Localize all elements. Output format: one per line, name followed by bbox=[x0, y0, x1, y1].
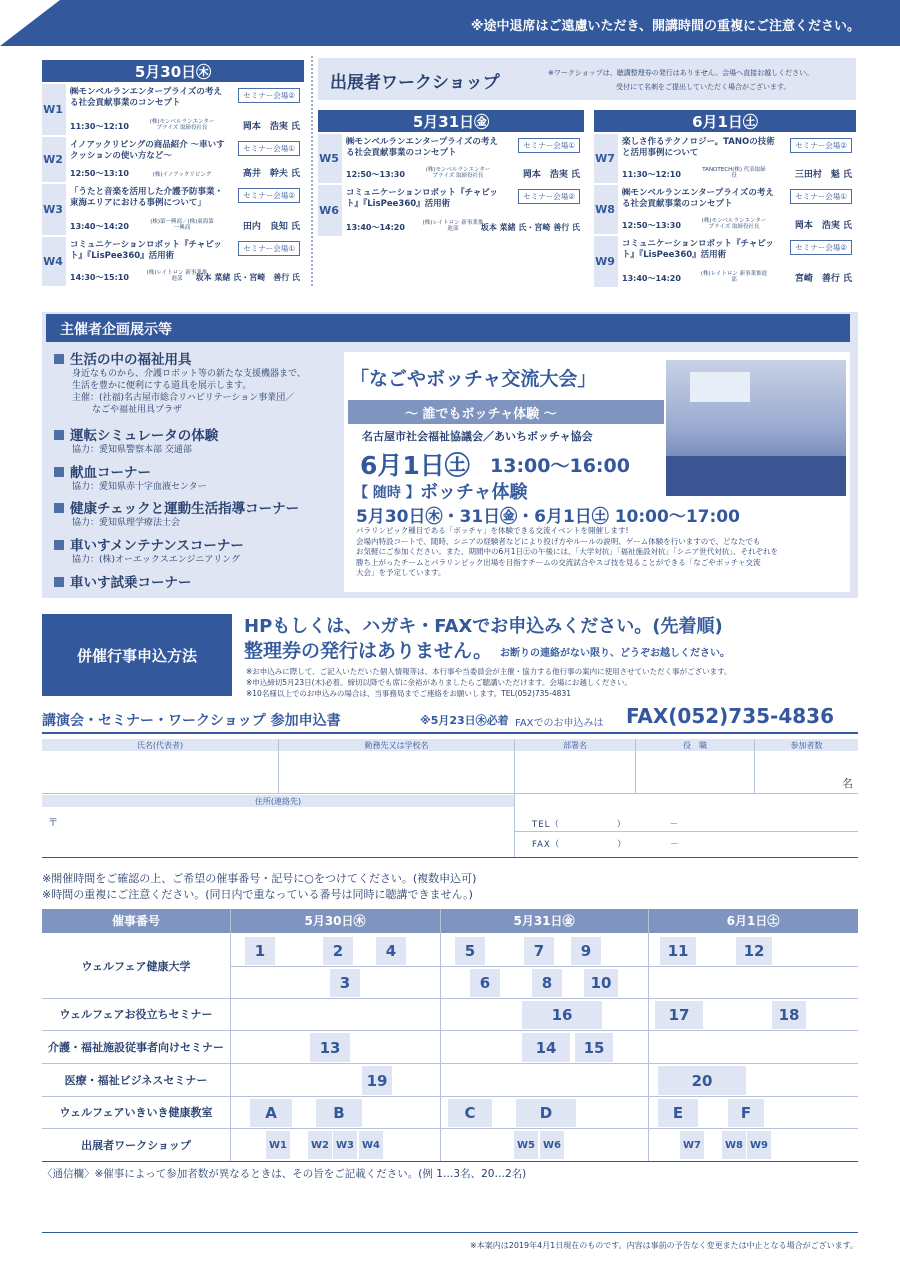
workshop-room: セミナー会場② bbox=[790, 240, 852, 255]
event-4[interactable]: 4 bbox=[376, 937, 406, 965]
workshop-company: (株)イノアックリビング bbox=[152, 172, 212, 178]
workshop-company: (株)モンベルランエンタープライズ 取締役社長 bbox=[149, 119, 215, 131]
exhibit-note-5: 協力：(株)オーエックスエンジニアリング bbox=[72, 555, 240, 565]
table-hline bbox=[42, 1096, 858, 1097]
event-W9[interactable]: W9 bbox=[747, 1131, 771, 1159]
workshop-w3 bbox=[42, 184, 304, 236]
apply-box: 併催行事申込方法 bbox=[42, 614, 232, 696]
workshop-id: W2 bbox=[43, 153, 63, 166]
boccia-photo-floor bbox=[666, 456, 846, 496]
event-11[interactable]: 11 bbox=[660, 937, 696, 965]
exhibit-note-4: 協力：愛知県理学療法士会 bbox=[72, 518, 181, 528]
workshop-room: セミナー会場② bbox=[238, 188, 300, 203]
top-banner-text: ※途中退席はご遠慮いただき、開講時間の重複にご注意ください。 bbox=[470, 19, 860, 34]
form-bottom-line bbox=[42, 857, 858, 858]
footer-note: ※本案内は2019年4月1日現在のものです。内容は事前の予告なく変更または中止となる場合がございます。 bbox=[470, 1241, 858, 1250]
table-hline bbox=[42, 998, 858, 999]
workshop-title-text: コミュニケーションロボット『チャピット』『LisPee360』活用術 bbox=[346, 188, 498, 209]
workshop-id: W8 bbox=[595, 203, 615, 216]
workshop-id: W5 bbox=[319, 152, 339, 165]
table-row-label: 医療・福祉ビジネスセミナー bbox=[64, 1073, 208, 1087]
table-hline bbox=[42, 1030, 858, 1031]
workshop-company: TANOTECH(株) 代表取締役 bbox=[702, 167, 766, 179]
table-vline bbox=[648, 909, 649, 1161]
workshop-w7 bbox=[594, 134, 856, 184]
table-h2: 5月31日㊎ bbox=[513, 914, 575, 928]
event-W7[interactable]: W7 bbox=[680, 1131, 704, 1159]
workshop-time: 13:40〜14:20 bbox=[622, 274, 681, 283]
table-vline bbox=[230, 909, 231, 1161]
form-vline bbox=[278, 739, 279, 793]
form-fax-label: FAXでのお申込みは bbox=[515, 718, 604, 729]
event-14[interactable]: 14 bbox=[522, 1033, 570, 1062]
workshop-company: (株)レイトロン 新事業推進部 bbox=[422, 220, 484, 232]
table-hline bbox=[42, 1128, 858, 1129]
workshop-company: (株)モンベルランエンタープライズ 取締役社長 bbox=[701, 218, 767, 230]
workshop-w5 bbox=[318, 134, 584, 184]
workshop-id: W6 bbox=[319, 204, 339, 217]
boccia-organizer: 名古屋市社会福祉協議会／あいちボッチャ協会 bbox=[362, 430, 593, 443]
exhibit-item-3: 献血コーナー bbox=[54, 461, 151, 481]
event-15[interactable]: 15 bbox=[575, 1033, 613, 1062]
table-row-label: ウェルフェアいきいき健康教室 bbox=[59, 1106, 213, 1119]
exhibit-item-2: 運転シミュレータの体験 bbox=[54, 424, 218, 444]
workshop-speaker: 三田村 魁 氏 bbox=[794, 170, 852, 180]
form-col-count: 参加者数 bbox=[755, 739, 858, 751]
top-banner-corner bbox=[0, 0, 60, 46]
workshop-time: 14:30〜15:10 bbox=[70, 273, 129, 282]
event-1[interactable]: 1 bbox=[245, 937, 275, 965]
event-W3[interactable]: W3 bbox=[333, 1131, 357, 1159]
workshop-company: (株)モンベルランエンタープライズ 取締役社長 bbox=[425, 167, 491, 179]
event-E[interactable]: E bbox=[658, 1099, 698, 1127]
workshop-w2 bbox=[42, 137, 304, 183]
exhibit-item-5: 車いすメンテナンスコーナー bbox=[54, 534, 244, 554]
workshop-company: (株)第一興商／(株)東海第一興商 bbox=[150, 219, 214, 231]
workshop-room: セミナー会場① bbox=[790, 189, 852, 204]
workshop-title-text: 楽しさ作るテクノロジー。TANOの技術と活用事例について bbox=[622, 137, 775, 158]
form-col-dept: 部署名 bbox=[515, 739, 635, 751]
workshop-w4 bbox=[42, 237, 304, 287]
workshop-id: W3 bbox=[43, 203, 63, 216]
exhibit-title: 主催者企画展示等 bbox=[46, 314, 850, 342]
workshop-title-text: イノアックリビングの商品紹介 〜車いす クッションの使い方など〜 bbox=[70, 140, 225, 161]
event-18[interactable]: 18 bbox=[772, 1001, 806, 1029]
table-vline bbox=[440, 909, 441, 1161]
divider-dotted bbox=[311, 56, 313, 286]
workshop-w6 bbox=[318, 185, 584, 237]
event-12[interactable]: 12 bbox=[736, 937, 772, 965]
table-row-label: 出展者ワークショップ bbox=[81, 1138, 191, 1152]
event-13[interactable]: 13 bbox=[310, 1033, 350, 1062]
form-tel: TEL（ ） － bbox=[532, 820, 680, 830]
workshop-w8 bbox=[594, 185, 856, 235]
form-col-name: 氏名(代表者) bbox=[42, 739, 278, 751]
workshop-time: 13:40〜14:20 bbox=[70, 222, 129, 231]
form-address-label: 住所(連絡先) bbox=[42, 795, 514, 807]
form-top-line bbox=[42, 732, 858, 734]
workshop-speaker: 岡本 浩実 氏 bbox=[242, 122, 300, 132]
apply-head2b: お断りの連絡がない限り、どうぞお越しください。 bbox=[500, 648, 730, 659]
workshop-title-text: 「うたと音楽を活用した介護予防事業・東海エリアにおける事例について」 bbox=[70, 187, 224, 208]
workshop-w1 bbox=[42, 84, 304, 136]
event-W6[interactable]: W6 bbox=[540, 1131, 564, 1159]
event-10[interactable]: 10 bbox=[584, 969, 618, 997]
event-9[interactable]: 9 bbox=[571, 937, 601, 965]
event-W8[interactable]: W8 bbox=[722, 1131, 746, 1159]
workshop-room: セミナー会場② bbox=[518, 189, 580, 204]
table-hline bbox=[230, 966, 858, 967]
boccia-experience: ボッチャ体験 bbox=[420, 482, 528, 503]
event-W2[interactable]: W2 bbox=[308, 1131, 332, 1159]
workshop-speaker: 田内 良知 氏 bbox=[242, 222, 300, 232]
event-W1[interactable]: W1 bbox=[266, 1131, 290, 1159]
exhibit-note-3: 協力：愛知県赤十字血液センター bbox=[72, 482, 207, 492]
workshop-w9 bbox=[594, 236, 856, 288]
exhibit-note-1a: 身近なものから、介護ロボット等の新たな支援機器まで、 bbox=[72, 369, 306, 379]
event-2[interactable]: 2 bbox=[323, 937, 353, 965]
footer-line bbox=[42, 1232, 858, 1233]
exhibit-note-1b: 生活を豊かに便利にする道具を展示します。 bbox=[72, 381, 252, 391]
workshop-company: (株)レイトロン 新事業推進部 bbox=[700, 271, 768, 283]
table-hline bbox=[42, 1161, 858, 1162]
workshop-speaker: 高井 幹夫 氏 bbox=[242, 169, 300, 179]
communication-field[interactable]: 〈通信欄〉※催事によって参加者数が異なるときは、その旨をご記載ください。(例 1…3名、20…2名) bbox=[42, 1168, 527, 1180]
instruction-1: ※開催時間をご確認の上、ご希望の催事番号・記号に○をつけてください。(複数申込可) bbox=[42, 872, 477, 885]
form-fax: FAX(052)735-4836 bbox=[626, 704, 835, 728]
event-19[interactable]: 19 bbox=[362, 1066, 392, 1095]
event-B[interactable]: B bbox=[316, 1099, 362, 1127]
workshop-id: W4 bbox=[43, 255, 63, 268]
workshop-title-text: コミュニケーションロボット『チャピット』『LisPee360』活用術 bbox=[70, 240, 222, 261]
event-16[interactable]: 16 bbox=[522, 1001, 602, 1029]
apply-head2: 整理券の発行はありません。 bbox=[244, 640, 493, 662]
event-6[interactable]: 6 bbox=[470, 969, 500, 997]
event-20[interactable]: 20 bbox=[658, 1066, 746, 1095]
workshop-room: セミナー会場① bbox=[238, 141, 300, 156]
workshop-speaker: 岡本 浩実 氏 bbox=[794, 221, 852, 231]
workshop-title-text: ㈱モンベルランエンタープライズの考える社会貢献事業のコンセプト bbox=[70, 87, 222, 108]
table-row-label: ウェルフェア健康大学 bbox=[81, 960, 191, 973]
exhibit-note-1c: 主催：(社福)名古屋市総合リハビリテーション事業団／ bbox=[72, 393, 295, 403]
form-vline bbox=[754, 739, 755, 793]
boccia-desc-line: パラリンピック種目である「ボッチャ」を体験できる交流イベントを開催します! bbox=[356, 526, 629, 535]
form-vline bbox=[635, 739, 636, 793]
boccia-desc-line: 大会」を予定しています。 bbox=[356, 568, 446, 577]
table-row-label: ウェルフェアお役立ちセミナー bbox=[59, 1008, 213, 1021]
apply-note1: ※お申込みに際して、ご記入いただいた個人情報等は、本行事や当委員会が主催・協力する他行事の案内に使用させていただく事がございます。 bbox=[246, 667, 732, 676]
workshop-id: W7 bbox=[595, 152, 615, 165]
workshop-id: W1 bbox=[43, 103, 63, 116]
form-col-title: 役 職 bbox=[636, 739, 754, 751]
apply-note2: ※申込締切5月23日(木)必着。締切以降でも席に余裕がありましたらご聴講いただけます。会場にお越しください。 bbox=[246, 678, 632, 687]
workshop-title-text: ㈱モンベルランエンタープライズの考える社会貢献事業のコンセプト bbox=[346, 137, 498, 158]
boccia-photo-window bbox=[690, 372, 750, 402]
form-col-company: 勤務先又は学校名 bbox=[279, 739, 514, 751]
workshop-room: セミナー会場① bbox=[238, 241, 300, 256]
form-title: 講演会・セミナー・ワークショップ 参加申込書 bbox=[42, 713, 341, 729]
table-row-label: 介護・福祉施設従事者向けセミナー bbox=[48, 1040, 224, 1054]
event-3[interactable]: 3 bbox=[330, 969, 360, 997]
event-17[interactable]: 17 bbox=[655, 1001, 703, 1029]
day-header-jun1: 6月1日㊏ bbox=[594, 110, 856, 132]
workshop-company: (株)レイトロン 新事業推進部 bbox=[146, 270, 208, 282]
boccia-desc-line: お気軽にご参加ください。また、期間中の6月1日㊏の午後には、「大学対抗」「福祉施設対抗」「シニア世代対抗」、それぞれを bbox=[356, 547, 779, 556]
form-line bbox=[42, 793, 858, 794]
boccia-tag: 【 随時 】 bbox=[354, 485, 420, 501]
workshop-title-text: ㈱モンベルランエンタープライズの考える社会貢献事業のコンセプト bbox=[622, 188, 774, 209]
workshop-time: 13:40〜14:20 bbox=[346, 223, 405, 232]
boccia-subtitle: 〜 誰でもボッチャ体験 〜 bbox=[405, 407, 557, 422]
workshop-time: 12:50〜13:30 bbox=[622, 221, 681, 230]
form-unit: 名 bbox=[842, 777, 853, 790]
exhibit-note-1d: なごや福祉用具プラザ bbox=[92, 405, 183, 415]
workshop-speaker: 坂本 菜緒 氏・宮崎 善行 氏 bbox=[480, 223, 580, 232]
boccia-time1: 13:00〜16:00 bbox=[490, 455, 630, 477]
boccia-desc-line: 勝ち上がったチームとパラリンピック出場を目指すチームの交流試合やスゴ技を見ることができる「なごやボッチャ交流 bbox=[356, 557, 761, 567]
form-line bbox=[514, 831, 858, 832]
form-deadline: ※5月23日㊍必着 bbox=[420, 714, 509, 727]
table-hline bbox=[42, 1063, 858, 1064]
boccia-desc bbox=[356, 526, 846, 579]
workshop-time: 11:30〜12:10 bbox=[622, 170, 681, 179]
boccia-desc-line: 会場内特設コートで、随時、シニアの経験者などにより投げ方やルールの説明、ゲーム体験を行いますので、どなたでも bbox=[356, 536, 761, 546]
exhibit-note-2: 協力：愛知県警察本部 交通部 bbox=[72, 445, 192, 455]
event-D[interactable]: D bbox=[516, 1099, 576, 1127]
form-vline bbox=[514, 739, 515, 857]
boccia-title: 「なごやボッチャ交流大会」 bbox=[350, 368, 597, 390]
instruction-2: ※時間の重複にご注意ください。(同日内で重なっている番号は同時に聴講できません。) bbox=[42, 888, 473, 901]
workshop-time: 12:50〜13:30 bbox=[346, 170, 405, 179]
workshop-speaker: 岡本 浩実 氏 bbox=[522, 170, 580, 180]
workshop-title: 出展者ワークショップ bbox=[330, 73, 500, 93]
event-8[interactable]: 8 bbox=[532, 969, 562, 997]
workshop-room: セミナー会場② bbox=[790, 138, 852, 153]
workshop-time: 11:30〜12:10 bbox=[70, 122, 129, 131]
day-header-may31: 5月31日㊎ bbox=[318, 110, 584, 132]
event-C[interactable]: C bbox=[448, 1099, 492, 1127]
workshop-room: セミナー会場② bbox=[238, 88, 300, 103]
workshop-time: 12:50〜13:10 bbox=[70, 169, 129, 178]
apply-note3: ※10名様以上でのお申込みの場合は、当事務局までご連絡をお願いします。TEL(052)735-4831 bbox=[246, 689, 571, 698]
workshop-speaker: 宮崎 善行 氏 bbox=[794, 274, 852, 284]
event-5[interactable]: 5 bbox=[455, 937, 485, 965]
workshop-note1: ※ワークショップは、聴講整理券の発行はありません。会場へ直接お越しください。 bbox=[548, 69, 814, 77]
workshop-note2: 受付にて名刺をご提出していただく場合がございます。 bbox=[616, 83, 791, 91]
workshop-id: W9 bbox=[595, 255, 615, 268]
event-F[interactable]: F bbox=[728, 1099, 764, 1127]
form-fax-line: FAX（ ） － bbox=[532, 840, 680, 850]
exhibit-item-6: 車いす試乗コーナー bbox=[54, 571, 192, 591]
table-h3: 6月1日㊏ bbox=[726, 914, 780, 928]
boccia-date2: 5月30日㊍・31日㊎・6月1日㊏ 10:00〜17:00 bbox=[356, 507, 740, 527]
event-W4[interactable]: W4 bbox=[359, 1131, 383, 1159]
table-h0: 催事番号 bbox=[111, 914, 160, 928]
exhibit-item-1: 生活の中の福祉用具 bbox=[54, 348, 192, 368]
event-W5[interactable]: W5 bbox=[514, 1131, 538, 1159]
exhibit-item-4: 健康チェックと運動生活指導コーナー bbox=[54, 497, 299, 517]
day-header-may30: 5月30日㊍ bbox=[42, 60, 304, 82]
workshop-title-text: コミュニケーションロボット『チャピット』『LisPee360』活用術 bbox=[622, 239, 774, 260]
boccia-date1: 6月1日㊏ bbox=[360, 451, 470, 480]
event-7[interactable]: 7 bbox=[524, 937, 554, 965]
event-A[interactable]: A bbox=[250, 1099, 292, 1127]
apply-head1: HPもしくは、ハガキ・FAXでお申込みください。(先着順) bbox=[244, 616, 723, 637]
table-h1: 5月30日㊍ bbox=[304, 914, 366, 928]
workshop-room: セミナー会場① bbox=[518, 138, 580, 153]
form-postal: 〒 bbox=[48, 818, 58, 829]
workshop-speaker: 坂本 菜緒 氏・宮崎 善行 氏 bbox=[195, 273, 300, 282]
